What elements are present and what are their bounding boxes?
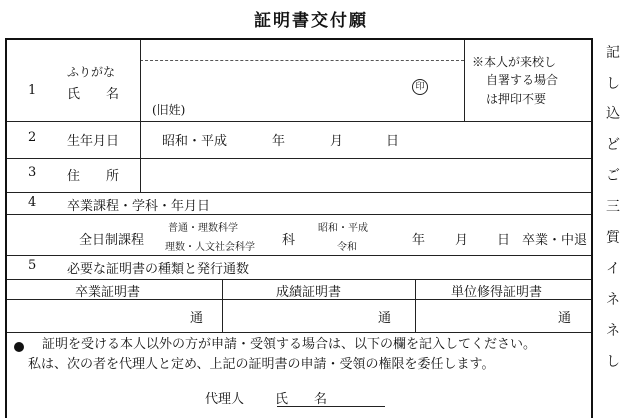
proxy-statement: 私は、次の者を代理人と定め、上記の証明書の申請・受領の権限を委任します。 xyxy=(28,357,495,372)
agent-label: 代理人 xyxy=(205,392,245,407)
side-char: ネ xyxy=(606,292,620,308)
row1-number: 1 xyxy=(28,83,37,98)
former-name-label: (旧姓) xyxy=(152,103,186,117)
graduation-label: 卒業課程・学科・年月日 xyxy=(67,199,211,214)
seal-note-line2: 自署する場合 xyxy=(486,73,559,87)
course-name: 全日制課程 xyxy=(79,233,145,248)
row-divider-4 xyxy=(7,214,591,215)
certificate-types-label: 必要な証明書の種類と発行通数 xyxy=(67,262,250,277)
dept-suffix: 科 xyxy=(282,233,296,248)
cert-divider-1 xyxy=(222,279,223,332)
row4-number: 4 xyxy=(28,195,37,210)
grad-era-bottom: 令和 xyxy=(337,242,357,253)
side-char: イ xyxy=(606,261,620,277)
agent-name-label: 氏 名 xyxy=(275,392,328,407)
furigana-divider xyxy=(140,60,464,61)
row-divider-5 xyxy=(7,255,591,256)
birth-day-unit: 日 xyxy=(386,134,400,149)
dept-options-top: 普通・理数科学 xyxy=(168,223,238,234)
cert-grades-header: 成績証明書 xyxy=(276,285,342,300)
cert-grades-unit: 通 xyxy=(378,311,392,326)
seal-note-line3: は押印不要 xyxy=(486,92,547,106)
birthdate-label: 生年月日 xyxy=(67,134,120,149)
side-char: 三 xyxy=(606,199,620,215)
cert-credits-unit: 通 xyxy=(558,311,572,326)
row5-number: 5 xyxy=(28,258,37,273)
side-char: ご xyxy=(606,168,620,184)
row-divider-2 xyxy=(7,158,591,159)
furigana-label: ふりがな xyxy=(67,65,116,79)
grad-year-unit: 年 xyxy=(412,233,426,248)
side-char: ネ xyxy=(606,323,620,339)
grad-month-unit: 月 xyxy=(455,233,469,248)
note-column-divider xyxy=(464,40,465,121)
cert-graduation-header: 卒業証明書 xyxy=(75,285,141,300)
side-char: し xyxy=(606,354,620,370)
row3-number: 3 xyxy=(28,165,37,180)
birth-era: 昭和・平成 xyxy=(162,134,228,149)
seal-mark: 印 xyxy=(412,74,428,95)
cert-credits-header: 単位修得証明書 xyxy=(451,285,543,300)
dept-options-bottom: 理数・人文社会科学 xyxy=(165,242,255,253)
grad-day-unit: 日 xyxy=(497,233,511,248)
proxy-notice: 証明を受ける本人以外の方が申請・受領する場合は、以下の欄を記入してください。 xyxy=(42,337,537,352)
cert-divider-2 xyxy=(415,279,416,332)
row-divider-1 xyxy=(7,121,591,122)
side-char: 込 xyxy=(606,106,620,122)
grad-era-top: 昭和・平成 xyxy=(318,223,368,234)
seal-note-line1: ※本人が来校し xyxy=(472,55,557,69)
notice-bullet xyxy=(14,337,24,356)
label-column-divider xyxy=(140,40,141,192)
birth-month-unit: 月 xyxy=(330,134,344,149)
row2-number: 2 xyxy=(28,130,37,145)
form-title: 証明書交付願 xyxy=(254,11,368,31)
row-divider-3 xyxy=(7,192,591,193)
side-char: し xyxy=(606,76,620,92)
side-char: 質 xyxy=(606,230,620,246)
side-char: 記 xyxy=(606,45,620,61)
name-label: 氏 名 xyxy=(67,87,120,102)
address-label: 住 所 xyxy=(67,169,120,184)
birth-year-unit: 年 xyxy=(272,134,286,149)
side-char: ど xyxy=(606,137,620,153)
cropped-side-text xyxy=(604,38,622,411)
row-divider-6 xyxy=(7,279,591,280)
grad-status: 卒業・中退 xyxy=(522,233,588,248)
cert-graduation-unit: 通 xyxy=(190,311,204,326)
